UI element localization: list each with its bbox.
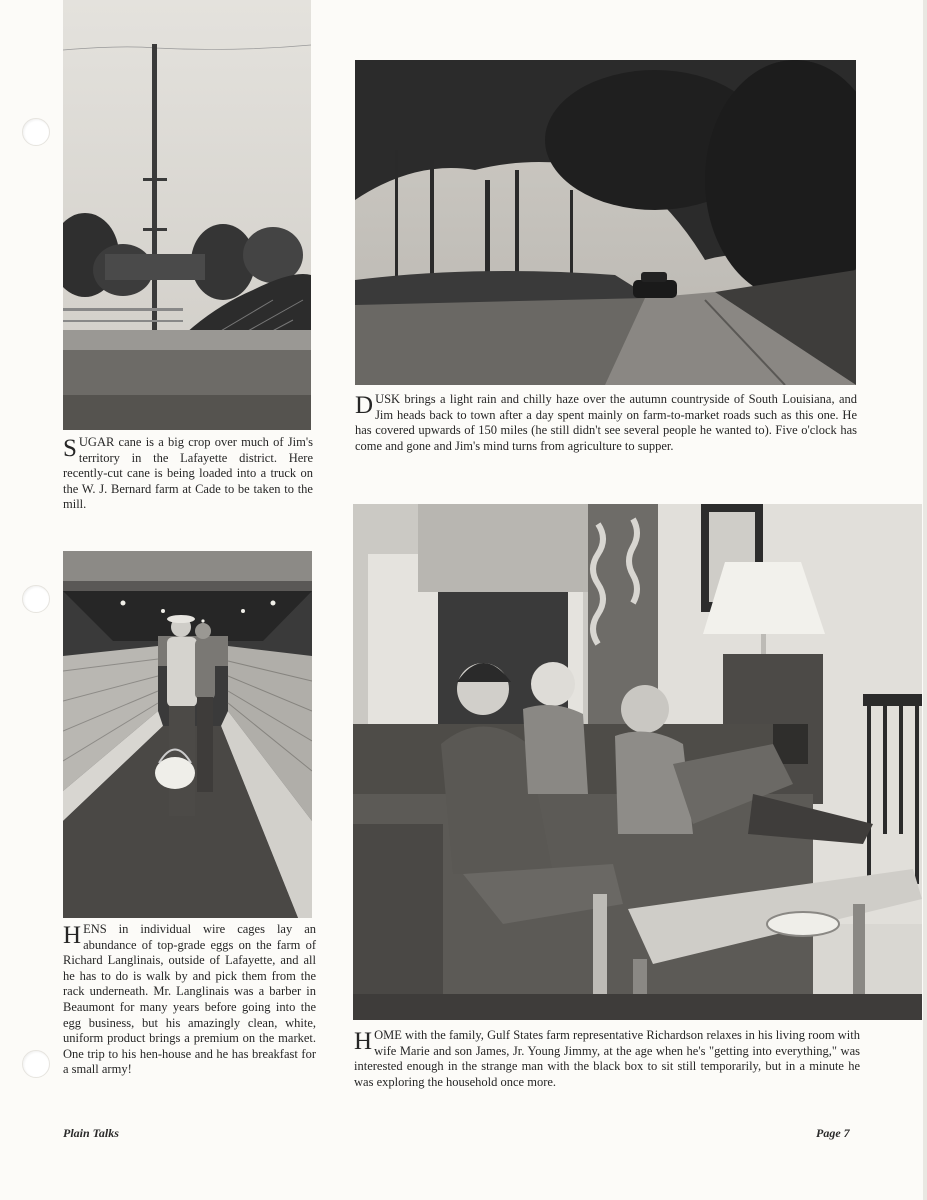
drop-cap: H [63,922,82,949]
caption-text: USK brings a light rain and chilly haze over the autumn countryside of South Louisiana, and Jim heads back to town after a day spent mainly on farm-to-market roads such as this one. He has covered upwards of 150 miles (he still didn't see several people he wanted to). Five o'clock has come and gone and Jim's mind turns from agriculture to supper. [355,392,857,453]
page-number: Page 7 [816,1126,850,1140]
publication-name: Plain Talks [63,1126,119,1140]
hens-caption [63,922,316,1078]
page-edge [923,0,927,1200]
dusk-road-caption [355,392,857,454]
living-room-photo [353,504,922,1020]
caption-text: OME with the family, Gulf States farm representative Richardson relaxes in his living room with wife Marie and son James, Jr. Young Jimmy, at the age when he's "getting into everything," was interested enough in the strange man with the black box to sit still temporarily, but in a minute he was exploring the household once more. [354,1028,860,1089]
hen-house-photo [63,551,312,918]
drop-cap: D [355,392,374,419]
punch-hole-middle [22,585,50,613]
sugar-cane-caption [63,435,313,513]
caption-text: UGAR cane is a big crop over much of Jim's territory in the Lafayette district. Here recently-cut cane is being loaded into a truck on the W. J. Bernard farm at Cade to be taken to the mill. [63,435,313,512]
drop-cap: H [354,1028,373,1055]
dusk-road-photo [355,60,856,385]
punch-hole-bottom [22,1050,50,1078]
caption-text: ENS in individual wire cages lay an abundance of top-grade eggs on the farm of Richard Langlinais, outside of Lafayette, and all he has to do is walk by and pick them from the rack underneath. Mr. Langlinais was a barber in Beaumont for many years before going into the egg business, but his amazingly clean, white, uniform product brings a premium on the market. One trip to his hen-house and he has breakfast for a small army! [63,922,316,1077]
drop-cap: S [63,435,77,462]
punch-hole-top [22,118,50,146]
sugar-cane-photo [63,0,311,430]
home-caption [354,1028,860,1090]
